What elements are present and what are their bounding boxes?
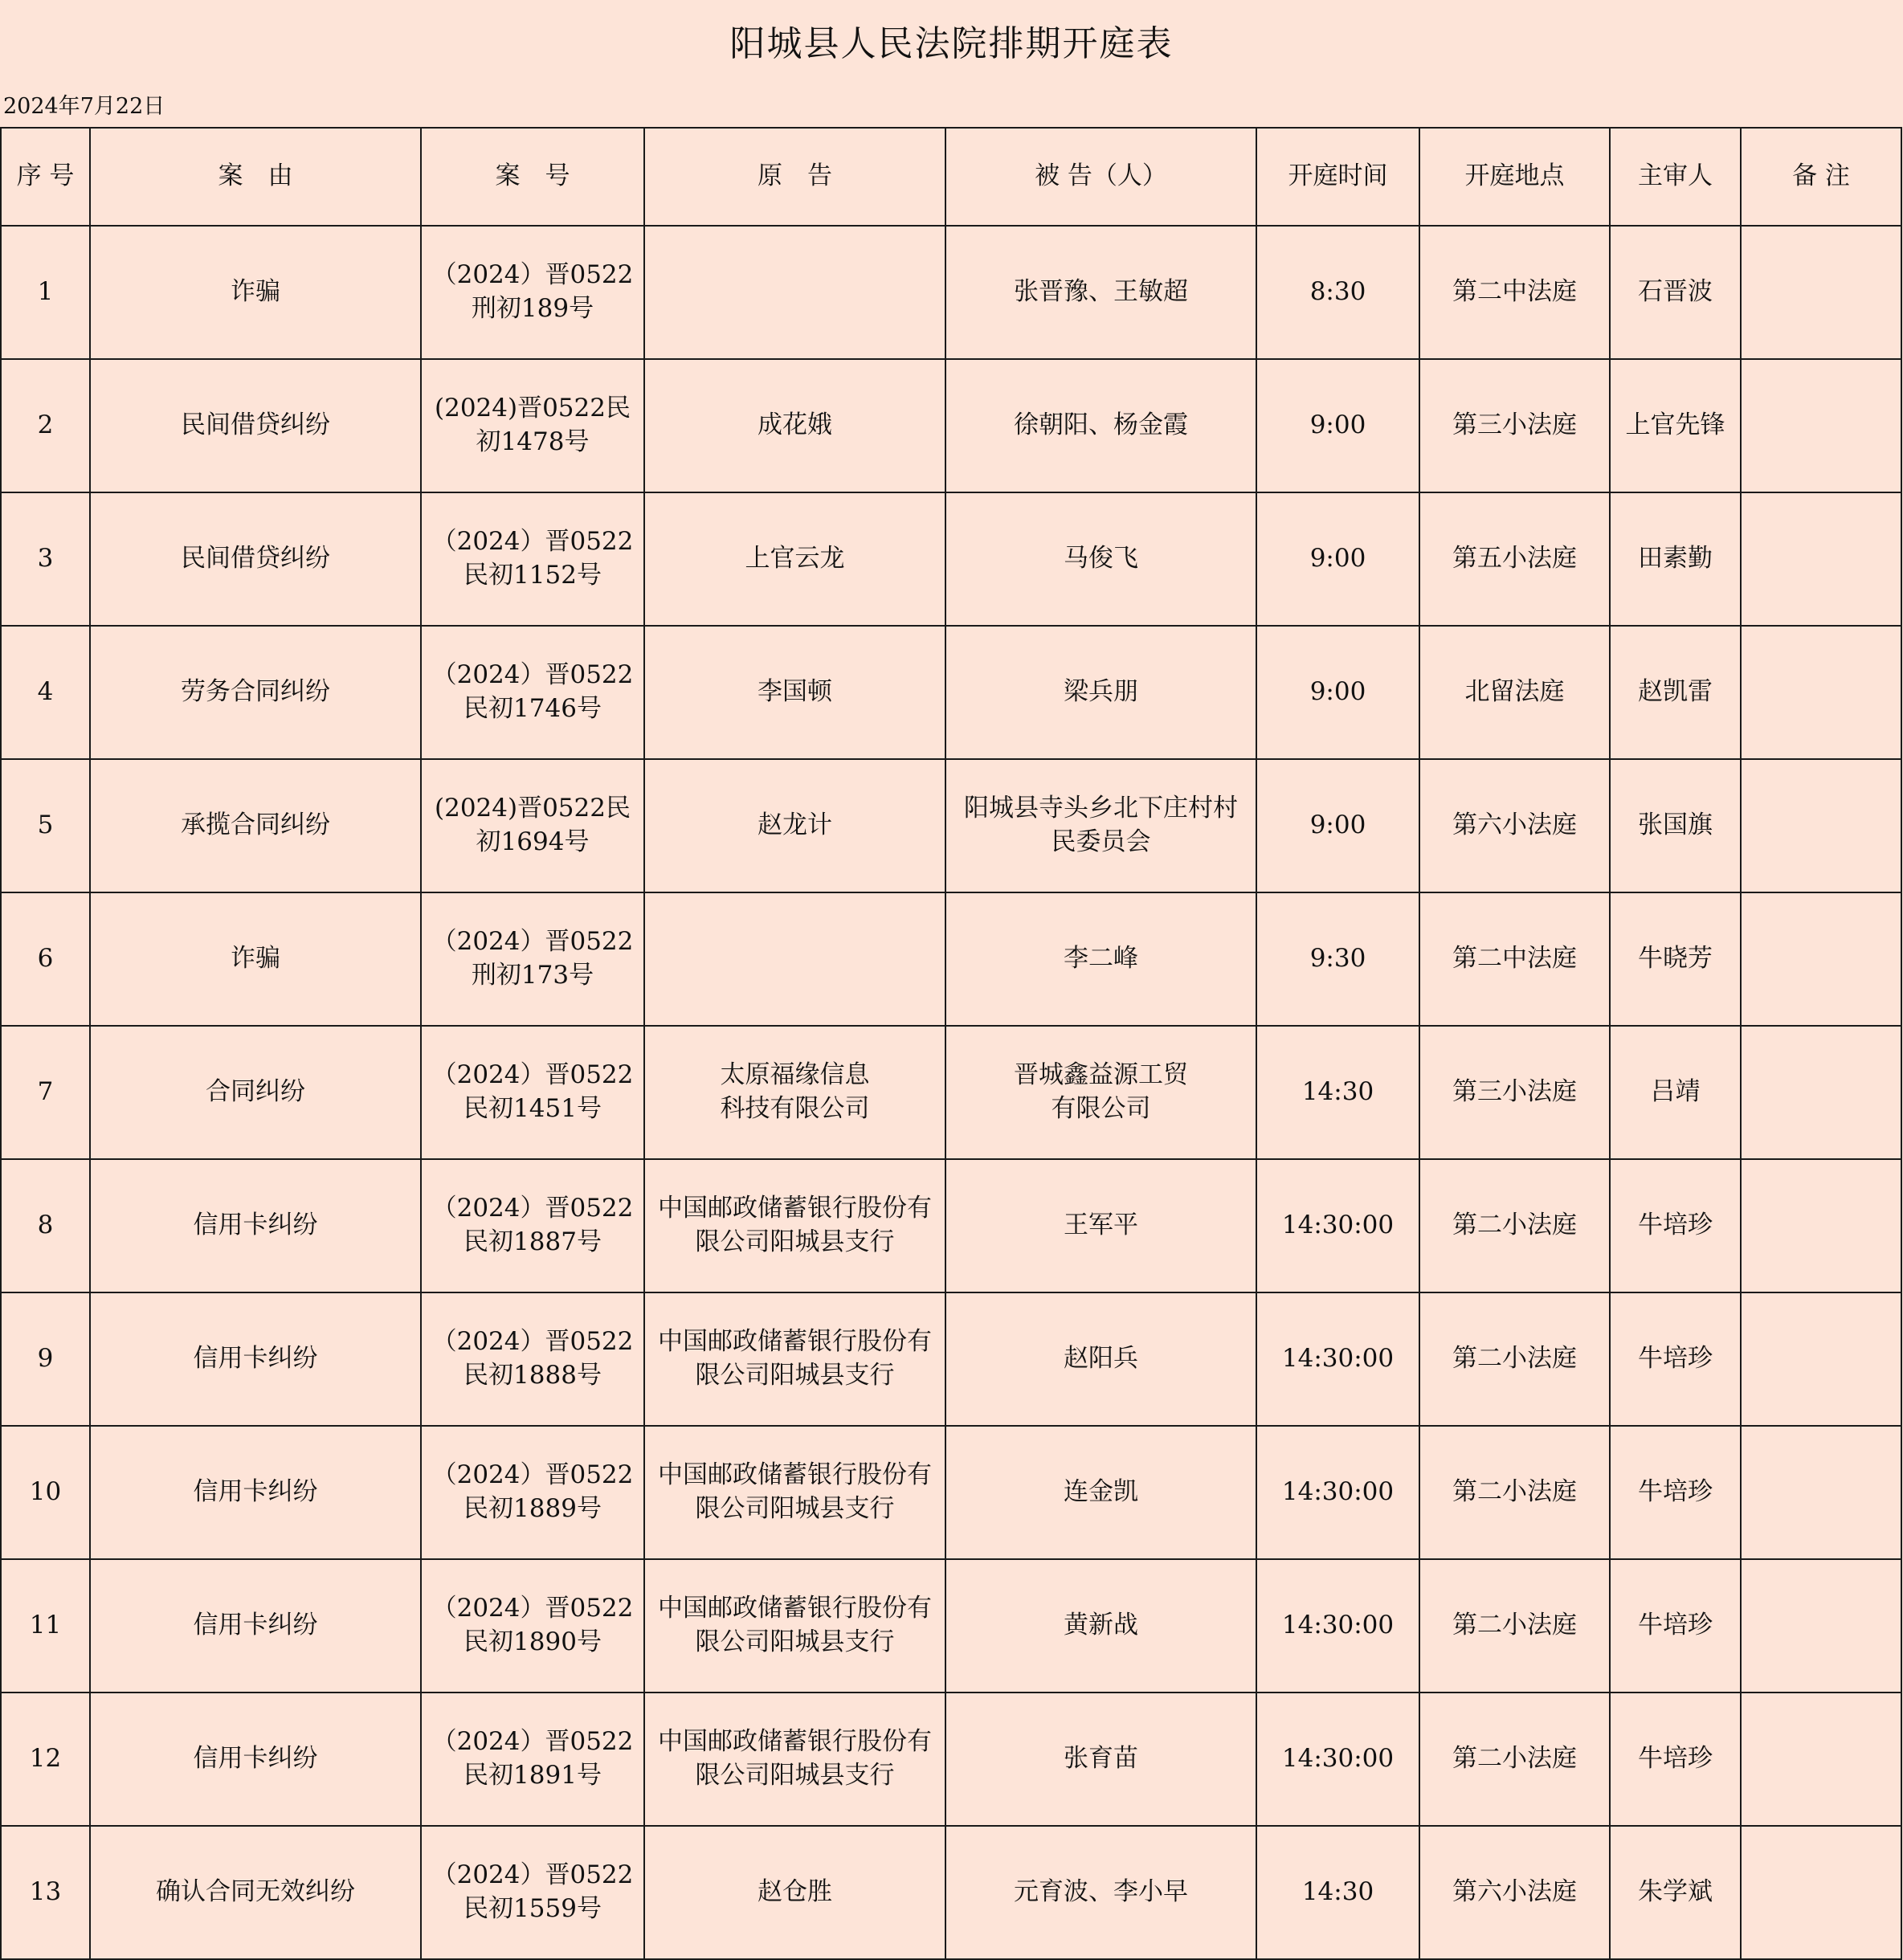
- cell-defendant: 王军平: [945, 1159, 1256, 1292]
- table-row: [1, 1292, 1901, 1426]
- table-row: [1, 892, 1901, 1026]
- cell-remarks: [1741, 492, 1901, 626]
- cell-remarks: [1741, 1693, 1901, 1826]
- cell-hearing-location: 第二小法庭: [1419, 1426, 1610, 1559]
- cell-presiding-judge: 张国旗: [1610, 759, 1741, 892]
- cell-case-number: （2024）晋0522 民初1891号: [421, 1693, 644, 1826]
- cell-plaintiff: 赵龙计: [644, 759, 945, 892]
- cell-plaintiff: [644, 226, 945, 359]
- header-plaintiff: 原 告: [644, 128, 945, 226]
- cell-index: 3: [1, 492, 90, 626]
- cell-hearing-location: 第三小法庭: [1419, 1026, 1610, 1159]
- cell-cause: 信用卡纠纷: [90, 1559, 421, 1693]
- cell-defendant: 晋城鑫益源工贸 有限公司: [945, 1026, 1256, 1159]
- cell-plaintiff: 中国邮政储蓄银行股份有 限公司阳城县支行: [644, 1159, 945, 1292]
- table-row: [1, 759, 1901, 892]
- cell-cause: 承揽合同纠纷: [90, 759, 421, 892]
- table-row: [1, 1826, 1901, 1959]
- cell-plaintiff: 中国邮政储蓄银行股份有 限公司阳城县支行: [644, 1559, 945, 1693]
- header-presiding-judge: 主审人: [1610, 128, 1741, 226]
- cell-cause: 民间借贷纠纷: [90, 359, 421, 492]
- cell-cause: 合同纠纷: [90, 1026, 421, 1159]
- cell-case-number: (2024)晋0522民 初1478号: [421, 359, 644, 492]
- cell-cause: 信用卡纠纷: [90, 1292, 421, 1426]
- page-title: 阳城县人民法院排期开庭表: [729, 23, 1174, 64]
- cell-index: 10: [1, 1426, 90, 1559]
- cell-hearing-time: 14:30: [1256, 1026, 1419, 1159]
- cell-defendant: 张晋豫、王敏超: [945, 226, 1256, 359]
- cell-remarks: [1741, 1826, 1901, 1959]
- cell-hearing-location: 第三小法庭: [1419, 359, 1610, 492]
- cell-index: 5: [1, 759, 90, 892]
- cell-hearing-location: 第二小法庭: [1419, 1292, 1610, 1426]
- header-hearing-location: 开庭地点: [1419, 128, 1610, 226]
- cell-cause: 信用卡纠纷: [90, 1426, 421, 1559]
- cell-case-number: （2024）晋0522 民初1887号: [421, 1159, 644, 1292]
- cell-defendant: 李二峰: [945, 892, 1256, 1026]
- table-row: [1, 1426, 1901, 1559]
- cell-hearing-location: 第二小法庭: [1419, 1559, 1610, 1693]
- cell-hearing-time: 14:30: [1256, 1826, 1419, 1959]
- cell-case-number: （2024）晋0522 民初1152号: [421, 492, 644, 626]
- cell-plaintiff: 中国邮政储蓄银行股份有 限公司阳城县支行: [644, 1426, 945, 1559]
- cell-presiding-judge: 上官先锋: [1610, 359, 1741, 492]
- cell-plaintiff: 上官云龙: [644, 492, 945, 626]
- header-remarks: 备 注: [1741, 128, 1901, 226]
- cell-index: 13: [1, 1826, 90, 1959]
- cell-cause: 诈骗: [90, 226, 421, 359]
- cell-presiding-judge: 田素勤: [1610, 492, 1741, 626]
- table-row: [1, 1026, 1901, 1159]
- cell-cause: 民间借贷纠纷: [90, 492, 421, 626]
- cell-hearing-time: 14:30:00: [1256, 1159, 1419, 1292]
- cell-presiding-judge: 赵凯雷: [1610, 626, 1741, 759]
- cell-case-number: （2024）晋0522 刑初173号: [421, 892, 644, 1026]
- cell-hearing-location: 北留法庭: [1419, 626, 1610, 759]
- cell-hearing-time: 9:00: [1256, 492, 1419, 626]
- cell-plaintiff: 赵仓胜: [644, 1826, 945, 1959]
- cell-presiding-judge: 牛晓芳: [1610, 892, 1741, 1026]
- header-row: [1, 128, 1901, 226]
- cell-remarks: [1741, 1026, 1901, 1159]
- cell-cause: 信用卡纠纷: [90, 1693, 421, 1826]
- cell-plaintiff: 太原福缘信息 科技有限公司: [644, 1026, 945, 1159]
- schedule-date: 2024年7月22日: [3, 94, 165, 119]
- cell-index: 9: [1, 1292, 90, 1426]
- cell-presiding-judge: 牛培珍: [1610, 1693, 1741, 1826]
- cell-presiding-judge: 牛培珍: [1610, 1159, 1741, 1292]
- cell-remarks: [1741, 759, 1901, 892]
- cell-hearing-time: 9:00: [1256, 759, 1419, 892]
- cell-hearing-time: 14:30:00: [1256, 1292, 1419, 1426]
- cell-defendant: 张育苗: [945, 1693, 1256, 1826]
- cell-hearing-location: 第五小法庭: [1419, 492, 1610, 626]
- table-row: [1, 626, 1901, 759]
- cell-case-number: (2024)晋0522民 初1694号: [421, 759, 644, 892]
- cell-defendant: 阳城县寺头乡北下庄村村 民委员会: [945, 759, 1256, 892]
- table-row: [1, 1159, 1901, 1292]
- cell-plaintiff: 中国邮政储蓄银行股份有 限公司阳城县支行: [644, 1292, 945, 1426]
- cell-hearing-time: 14:30:00: [1256, 1559, 1419, 1693]
- cell-hearing-time: 9:00: [1256, 626, 1419, 759]
- cell-hearing-time: 14:30:00: [1256, 1693, 1419, 1826]
- cell-hearing-time: 9:30: [1256, 892, 1419, 1026]
- cell-presiding-judge: 朱学斌: [1610, 1826, 1741, 1959]
- cell-index: 11: [1, 1559, 90, 1693]
- cell-hearing-location: 第六小法庭: [1419, 759, 1610, 892]
- schedule-table: [0, 127, 1902, 1960]
- header-cause: 案 由: [90, 128, 421, 226]
- cell-cause: 诈骗: [90, 892, 421, 1026]
- cell-cause: 确认合同无效纠纷: [90, 1826, 421, 1959]
- cell-remarks: [1741, 1426, 1901, 1559]
- cell-index: 1: [1, 226, 90, 359]
- cell-remarks: [1741, 1292, 1901, 1426]
- cell-presiding-judge: 牛培珍: [1610, 1559, 1741, 1693]
- cell-index: 2: [1, 359, 90, 492]
- cell-index: 4: [1, 626, 90, 759]
- table-row: [1, 1693, 1901, 1826]
- cell-case-number: （2024）晋0522 民初1889号: [421, 1426, 644, 1559]
- cell-defendant: 连金凯: [945, 1426, 1256, 1559]
- cell-case-number: （2024）晋0522 刑初189号: [421, 226, 644, 359]
- header-defendant: 被 告（人）: [945, 128, 1256, 226]
- cell-defendant: 徐朝阳、杨金霞: [945, 359, 1256, 492]
- cell-index: 8: [1, 1159, 90, 1292]
- cell-case-number: （2024）晋0522 民初1559号: [421, 1826, 644, 1959]
- cell-plaintiff: 李国顿: [644, 626, 945, 759]
- header-hearing-time: 开庭时间: [1256, 128, 1419, 226]
- cell-remarks: [1741, 626, 1901, 759]
- cell-defendant: 赵阳兵: [945, 1292, 1256, 1426]
- cell-remarks: [1741, 226, 1901, 359]
- cell-case-number: （2024）晋0522 民初1888号: [421, 1292, 644, 1426]
- cell-presiding-judge: 牛培珍: [1610, 1426, 1741, 1559]
- cell-remarks: [1741, 359, 1901, 492]
- cell-defendant: 马俊飞: [945, 492, 1256, 626]
- cell-hearing-time: 9:00: [1256, 359, 1419, 492]
- header-index: 序 号: [1, 128, 90, 226]
- header-case-number: 案 号: [421, 128, 644, 226]
- cell-index: 6: [1, 892, 90, 1026]
- cell-defendant: 梁兵朋: [945, 626, 1256, 759]
- cell-remarks: [1741, 892, 1901, 1026]
- cell-defendant: 元育波、李小早: [945, 1826, 1256, 1959]
- cell-plaintiff: 中国邮政储蓄银行股份有 限公司阳城县支行: [644, 1693, 945, 1826]
- table-row: [1, 359, 1901, 492]
- cell-case-number: （2024）晋0522 民初1890号: [421, 1559, 644, 1693]
- cell-remarks: [1741, 1559, 1901, 1693]
- table-row: [1, 226, 1901, 359]
- cell-presiding-judge: 石晋波: [1610, 226, 1741, 359]
- cell-index: 12: [1, 1693, 90, 1826]
- cell-hearing-time: 8:30: [1256, 226, 1419, 359]
- cell-presiding-judge: 牛培珍: [1610, 1292, 1741, 1426]
- table-row: [1, 1559, 1901, 1693]
- cell-case-number: （2024）晋0522 民初1746号: [421, 626, 644, 759]
- cell-cause: 信用卡纠纷: [90, 1159, 421, 1292]
- cell-cause: 劳务合同纠纷: [90, 626, 421, 759]
- cell-hearing-location: 第二小法庭: [1419, 1693, 1610, 1826]
- cell-hearing-location: 第六小法庭: [1419, 1826, 1610, 1959]
- cell-hearing-location: 第二中法庭: [1419, 226, 1610, 359]
- cell-remarks: [1741, 1159, 1901, 1292]
- cell-presiding-judge: 吕靖: [1610, 1026, 1741, 1159]
- table-row: [1, 492, 1901, 626]
- cell-hearing-location: 第二中法庭: [1419, 892, 1610, 1026]
- cell-defendant: 黄新战: [945, 1559, 1256, 1693]
- cell-plaintiff: [644, 892, 945, 1026]
- cell-hearing-location: 第二小法庭: [1419, 1159, 1610, 1292]
- cell-case-number: （2024）晋0522 民初1451号: [421, 1026, 644, 1159]
- cell-index: 7: [1, 1026, 90, 1159]
- cell-hearing-time: 14:30:00: [1256, 1426, 1419, 1559]
- cell-plaintiff: 成花娥: [644, 359, 945, 492]
